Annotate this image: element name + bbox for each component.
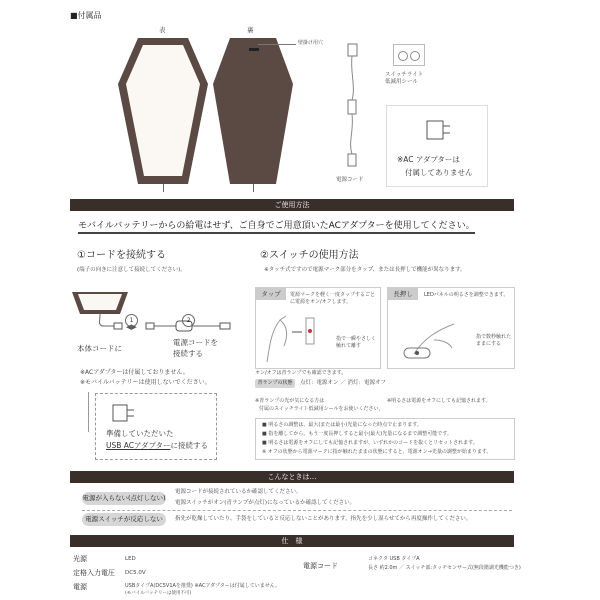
- bullet-item: ■ 明るさの調整は、最大(または最小)光量になった時点で止まります。: [262, 422, 422, 428]
- trouble-divider: [82, 510, 512, 511]
- long-press-box: [387, 287, 515, 369]
- marker-2-icon: 2: [182, 314, 195, 327]
- spec-val-light: LED: [125, 556, 136, 562]
- adapter-box: [386, 105, 488, 187]
- label-body-cord-text: 本体コード: [77, 344, 115, 353]
- spec-cord-val-2: 長さ 約2.0m ／ スイッチ部:タッチセンサー式(無段階調光機能つき): [368, 565, 521, 571]
- cord-label: 電源コード: [336, 177, 364, 183]
- prep-box: [95, 393, 217, 460]
- label-power-cord-text: 電源コード: [173, 338, 211, 347]
- spec-key-voltage: 定格入力電圧: [73, 569, 115, 577]
- specs-bar: 仕 様: [70, 535, 514, 547]
- adapter-icon: [425, 118, 453, 142]
- ac-note-1: ※ACアダプターは付属しておりません。: [80, 369, 189, 376]
- label-body-cord-suffix: に: [114, 344, 122, 353]
- usb-adapter-icon: [111, 402, 137, 424]
- spec-cord-val-1: コネクタ USB タイプA: [368, 556, 420, 562]
- marker-1-icon: 1: [125, 314, 138, 327]
- tap-desc: 電源マークを軽く一度タップするごとに電源をオン/オフします。: [290, 292, 376, 305]
- long-label: 長押し: [388, 288, 418, 300]
- long-finger: 指で数秒触れたままにする: [476, 334, 512, 347]
- back-cord: [253, 184, 254, 192]
- trouble-label-1: 電源が入らない(点灯しない): [82, 492, 166, 505]
- usage-bar: ご使用方法: [70, 199, 514, 211]
- sticker-note-1: ※青ランプの光が気になる方は: [255, 398, 325, 404]
- long-desc: LEDパネルの明るさを調整できます。: [424, 292, 509, 298]
- prep-line-1: 準備していただいた: [106, 429, 174, 438]
- back-panel-illustration: [213, 38, 293, 184]
- spec-val-power: USBタイプA(DC5V1Aを推奨) ※ACアダプターは付属していません。: [125, 583, 281, 589]
- onoff-note: オン/オフは青ランプでも確認できます。: [255, 370, 347, 376]
- wall-hole-label: 壁掛け用穴: [298, 40, 324, 46]
- spec-val-voltage: DC5.0V: [125, 570, 146, 576]
- trouble-desc-1a: 電源コードが接続されているか確認してください。: [175, 489, 302, 495]
- label-body-cord: [77, 345, 122, 353]
- front-cord: [163, 184, 164, 192]
- power-cord-illustration: [338, 42, 368, 172]
- blue-lamp-label: 青ランプの状態: [255, 379, 295, 388]
- tap-box: [255, 287, 381, 369]
- prep-connector-line: [88, 392, 95, 432]
- bullet-item: ■ 明るさは電源をオフにしても記憶されますが、いずれかのコードを抜くとリセットされます。: [262, 440, 478, 446]
- spec-key-cord: 電源コード: [303, 562, 338, 570]
- adapter-note-1: ※AC アダプターは: [397, 155, 460, 164]
- usage-warning: モバイルバッテリーからの給電はせず、ご自身でご用意頂いたACアダプターを使用してください。: [78, 222, 475, 234]
- svg-text:◀▶: ◀▶: [126, 323, 137, 331]
- step1-note: (端子の向きに注意して接続してください)。: [77, 267, 186, 273]
- front-panel-illustration: [118, 38, 208, 184]
- tap-finger: 指で一瞬やさしく触れて離す: [336, 336, 377, 349]
- trouble-desc-1b: 電源スイッチがオン(青ランプが点灯)になっているか確認してください。: [175, 500, 356, 506]
- bright-note: ※明るさは電源をオフにしても記憶されます。: [387, 398, 491, 404]
- spec-key-light: 光源: [73, 555, 87, 563]
- adapter-note-2: 付属してありません: [405, 168, 473, 177]
- prep-connect: に接続する: [170, 441, 208, 450]
- trouble-bar: こんなときは…: [70, 471, 514, 483]
- prep-usb-ac: USB ACアダプター: [106, 441, 171, 450]
- accessories-heading: ■付属品: [70, 11, 102, 20]
- blue-lamp-state: 点灯：電源オン ／ 消灯：電源オフ: [300, 380, 386, 386]
- label-power-cord: [173, 339, 218, 347]
- label-power-cord-suffix: を: [210, 338, 218, 347]
- label-connect: 接続する: [173, 349, 203, 358]
- front-label: 表: [159, 26, 166, 34]
- tap-label: タップ: [256, 288, 286, 300]
- trouble-desc-2: 指先が乾燥していたり、手袋をしていると反応しないことがあります。指先を少し湿らせてから再度操作してください。: [175, 516, 472, 522]
- step1-title: ①コードを接続する: [77, 250, 166, 261]
- step2-note: ※タッチ式ですので電源マーク部分をタップ、または長押しで機能が異なります。: [264, 267, 466, 273]
- sticker-label: スイッチライト 低減用シール: [385, 72, 424, 86]
- back-label: 裏: [247, 26, 254, 34]
- spec-key-power: 電源: [73, 583, 87, 591]
- long-press-hand-illustration: [394, 310, 474, 364]
- tap-hand-illustration: [262, 312, 332, 364]
- bullet-item: ■ 指を離してから、もう一度長押しすると最小(最大)光量になるまで調整可能です。: [262, 431, 452, 437]
- sticker-sheet: [393, 44, 425, 66]
- cord-connection-illustration: [70, 290, 270, 350]
- wall-hole-leader: [258, 44, 296, 45]
- spec-power-note: (モバイルバッテリーは使用不可): [125, 591, 192, 596]
- step2-title: ②スイッチの使用方法: [260, 250, 359, 261]
- trouble-label-2: 電源スイッチが反応しない: [82, 513, 166, 526]
- sticker-note-2: 付属のスイッチライト低減用シールをお使いください。: [259, 406, 384, 412]
- brightness-bullets-box: [255, 418, 515, 460]
- bullet-item: ※ オフの状態から電源マークに指が触れたままの状態にすると、電源オン→光量の調整が始まります。: [262, 449, 492, 455]
- ac-note-2: ※モバイルバッテリーは使用しないでください。: [80, 379, 211, 386]
